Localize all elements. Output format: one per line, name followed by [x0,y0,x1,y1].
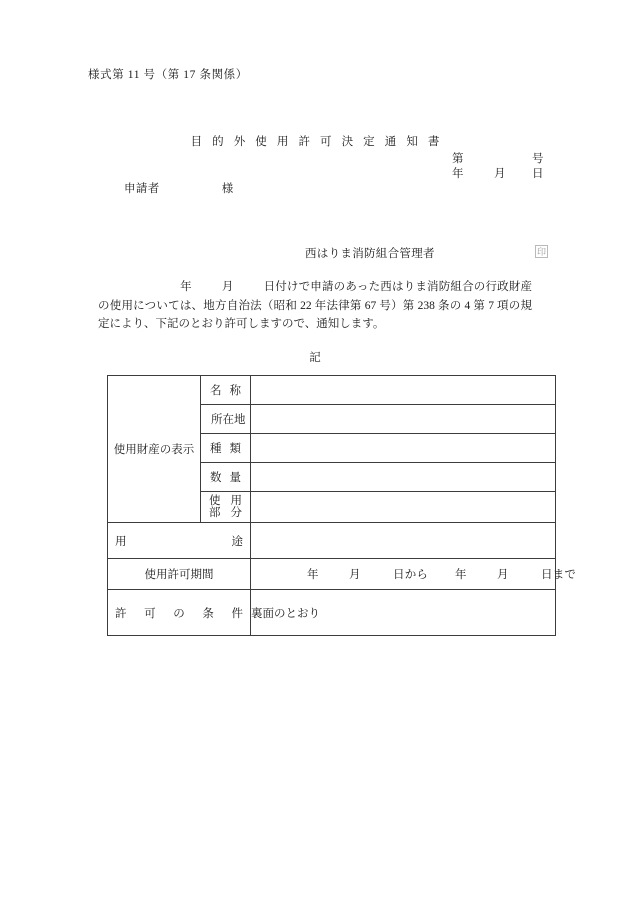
row-value-quantity[interactable] [251,463,556,492]
label-char: 途 [231,535,243,548]
label-text [201,440,250,456]
document-meta-block [452,152,548,182]
label-char: 可 [144,607,156,620]
period-text [251,569,576,581]
label-char: 用 [115,535,127,548]
row-label-type [201,434,251,463]
row-label-period: 使用許可期間 [108,559,251,590]
label-char: 量 [229,472,241,484]
period-day-2: 日まで [541,569,577,581]
date-year-label: 年 [452,168,464,180]
label-char: 用 [230,494,242,507]
body-year-label: 年 [180,281,192,293]
form-number: 様式第 11 号（第 17 条関係） [88,69,248,81]
row-label-quantity [201,463,251,492]
row-value-conditions[interactable]: 裏面のとおり [251,590,556,636]
body-main-text: 日付けで申請のあった西はりま消防組合の行政財産の使用については、地方自治法（昭和 22 年法律第 67 号）第 238 条の 4 第 7 項の規定により、下記のとおり許可しますので、通知します。 [98,281,533,330]
body-month-label: 月 [221,281,234,293]
table-row [108,559,556,590]
row-label-conditions [108,590,251,636]
row-label-name [201,376,251,405]
addressee-honorific: 様 [221,183,234,195]
row-value-portion[interactable] [251,492,556,523]
label-char: 種 [210,443,222,455]
label-char: 類 [229,443,241,455]
date-month-label: 月 [494,168,506,180]
ki-heading: 記 [309,352,321,364]
label-char: 条 [202,607,214,620]
date-day-label: 日 [532,168,544,180]
row-value-type[interactable] [251,434,556,463]
document-number-row [452,152,548,167]
label-text: 所在地 [211,414,246,426]
applicant-label: 申請者 [124,183,160,195]
number-blank [494,152,532,167]
table-row [108,523,556,559]
document-date-row [452,167,548,182]
table-row [108,376,556,405]
label-text [108,533,250,549]
row-label-address [201,405,251,434]
label-char: 数 [210,472,222,484]
number-unit: 号 [532,153,544,165]
body-paragraph [98,278,532,334]
period-year-2: 年 [455,569,467,581]
label-text [201,469,250,485]
document-title: 目 的 外 使 用 許 可 決 定 通 知 書 [190,136,444,148]
seal-stamp-icon: 印 [536,247,546,257]
label-char: 名 [210,385,222,397]
label-char: 部 [209,507,221,519]
label-char: 件 [231,607,243,620]
period-month-1: 月 [349,569,361,581]
label-char: 使 [209,494,221,507]
period-year-1: 年 [307,569,319,581]
period-day-1: 日から [393,569,429,581]
label-text [108,605,250,621]
label-char: 称 [229,385,241,397]
number-label: 第 [452,153,464,165]
label-char: 許 [115,607,127,620]
label-char: 分 [230,507,242,519]
row-label-purpose [108,523,251,559]
label-char: の [173,607,185,620]
row-value-period[interactable] [251,559,577,590]
issuer-name: 西はりま消防組合管理者 [305,248,435,260]
label-text [201,382,250,398]
period-month-2: 月 [497,569,509,581]
addressee-line [124,180,233,196]
row-value-purpose[interactable] [251,523,556,559]
row-value-address[interactable] [251,405,556,434]
table-row [108,590,556,636]
property-group-label: 使用財産の表示 [108,376,201,523]
row-value-name[interactable] [251,376,556,405]
label-line-1 [201,495,250,508]
row-label-portion [201,492,251,523]
label-line-2 [201,507,250,520]
permit-details-table [107,375,577,636]
